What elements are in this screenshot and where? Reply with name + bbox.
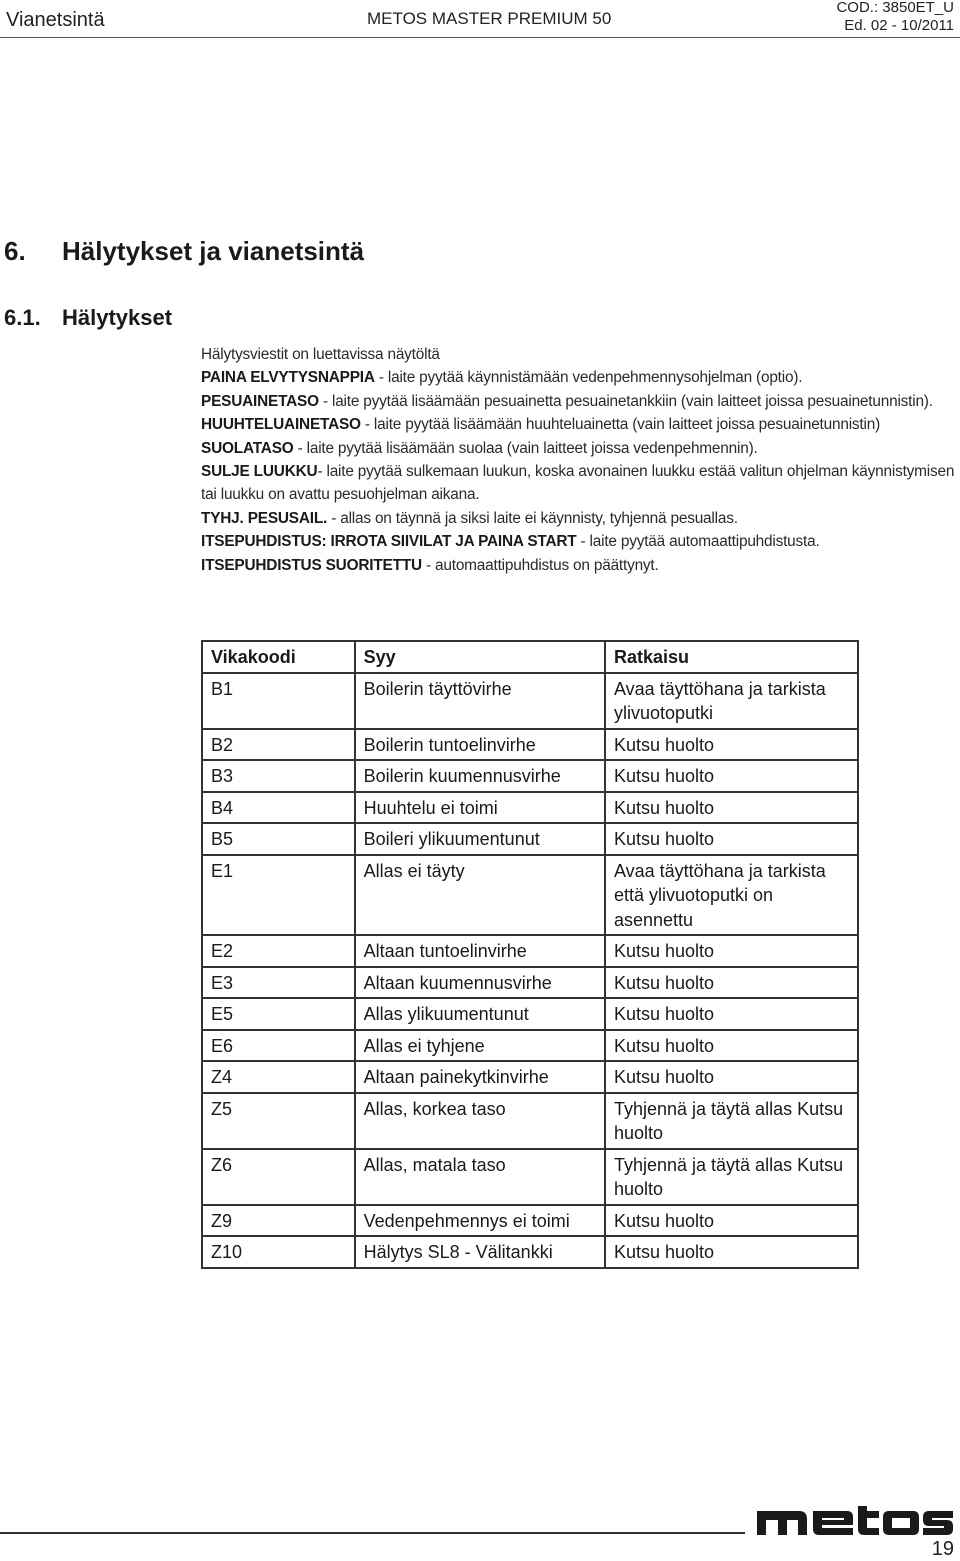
message-key: TYHJ. PESUSAIL. [201,509,328,527]
cell-solution: Kutsu huolto [605,792,858,824]
cell-cause: Allas, korkea taso [355,1093,605,1149]
header-product: METOS MASTER PREMIUM 50 [367,9,612,28]
cell-solution: Tyhjennä ja täytä allas Kutsu huolto [605,1149,858,1205]
header-section: Vianetsintä [6,9,105,31]
message-item [201,413,959,436]
cell-solution: Kutsu huolto [605,760,858,792]
cell-cause: Boileri ylikuumentunut [355,823,605,855]
table-row [202,792,858,824]
alarm-messages [201,343,959,577]
table-row [202,673,858,729]
cell-code: B5 [202,823,355,855]
table-row [202,823,858,855]
cell-code: E1 [202,855,355,936]
message-key: PESUAINETASO [201,392,319,410]
cell-solution: Kutsu huolto [605,729,858,761]
cell-code: Z5 [202,1093,355,1149]
message-key: ITSEPUHDISTUS SUORITETTU [201,556,422,574]
cell-code: E3 [202,967,355,999]
heading-2 [4,305,172,331]
header-code: Vikakoodi [202,641,355,673]
table-row [202,1061,858,1093]
message-key: HUUHTELUAINETASO [201,416,361,434]
message-text: - laite pyytää käynnistämään vedenpehmennysohjelman (optio). [374,369,803,387]
message-item [201,366,959,389]
cell-cause: Vedenpehmennys ei toimi [355,1205,605,1237]
heading-1 [4,236,364,267]
table-row [202,1149,858,1205]
table-row [202,729,858,761]
message-text: - allas on täynnä ja siksi laite ei käynnisty, tyhjennä pesuallas. [327,509,738,527]
table-row [202,1236,858,1268]
cell-cause: Altaan tuntoelinvirhe [355,935,605,967]
message-key: SUOLATASO [201,439,294,457]
table-row [202,855,858,936]
table-row [202,998,858,1030]
cell-solution: Kutsu huolto [605,1030,858,1062]
header-code: COD.: 3850ET_U [836,0,954,16]
header-cause: Syy [355,641,605,673]
message-item [201,460,959,507]
cell-solution: Avaa täyttöhana ja tarkista että ylivuotoputki on asennettu [605,855,858,936]
cell-code: Z6 [202,1149,355,1205]
cell-code: E5 [202,998,355,1030]
message-text: - laite pyytää automaattipuhdistusta. [576,533,820,551]
cell-solution: Kutsu huolto [605,998,858,1030]
message-text: - laite pyytää lisäämään suolaa (vain laitteet joissa vedenpehmennin). [293,439,758,457]
message-item [201,554,959,577]
message-item [201,390,959,413]
cell-code: B2 [202,729,355,761]
message-key: PAINA ELVYTYSNAPPIA [201,369,375,387]
cell-cause: Allas ei täyty [355,855,605,936]
message-text: - laite pyytää lisäämään huuhteluainetta (vain laitteet joissa pesuainetunnistin) [360,416,881,434]
cell-cause: Hälytys SL8 - Välitankki [355,1236,605,1268]
table-row [202,967,858,999]
cell-cause: Allas ei tyhjene [355,1030,605,1062]
table-row [202,935,858,967]
cell-cause: Boilerin kuumennusvirhe [355,760,605,792]
intro-text: Hälytysviestit on luettavissa näytöltä [201,346,440,363]
cell-cause: Altaan painekytkinvirhe [355,1061,605,1093]
cell-cause: Boilerin tuntoelinvirhe [355,729,605,761]
cell-code: B3 [202,760,355,792]
cell-cause: Boilerin täyttövirhe [355,673,605,729]
message-item [201,530,959,553]
message-item [201,507,959,530]
cell-solution: Kutsu huolto [605,1061,858,1093]
cell-solution: Kutsu huolto [605,967,858,999]
cell-cause: Altaan kuumennusvirhe [355,967,605,999]
message-item [201,437,959,460]
header-edition: Ed. 02 - 10/2011 [844,17,954,34]
cell-solution: Kutsu huolto [605,1236,858,1268]
message-key: SULJE LUUKKU [201,463,318,481]
heading-2-number: 6.1. [4,305,41,330]
heading-1-title: Hälytykset ja vianetsintä [62,236,365,266]
cell-cause: Allas, matala taso [355,1149,605,1205]
cell-solution: Avaa täyttöhana ja tarkista ylivuotoputki [605,673,858,729]
table-header-row [202,641,858,673]
cell-solution: Tyhjennä ja täytä allas Kutsu huolto [605,1093,858,1149]
cell-solution: Kutsu huolto [605,823,858,855]
cell-solution: Kutsu huolto [605,1205,858,1237]
cell-code: B1 [202,673,355,729]
heading-1-number: 6. [4,236,26,266]
cell-cause: Huuhtelu ei toimi [355,792,605,824]
heading-2-title: Hälytykset [62,305,173,330]
header-rule [0,37,960,38]
cell-cause: Allas ylikuumentunut [355,998,605,1030]
table-row [202,1093,858,1149]
header-solution: Ratkaisu [605,641,858,673]
message-text: - laite pyytää lisäämään pesuainetta pesuainetankkiin (vain laitteet joissa pesuainetunnistin). [318,392,933,410]
message-key: ITSEPUHDISTUS: IRROTA SIIVILAT JA PAINA START [201,533,577,551]
message-text: - automaattipuhdistus on päättynyt. [421,556,659,574]
message-text: - laite pyytää sulkemaan luukun, koska avonainen luukku estää valitun ohjelman käynnistymisen tai luukku on avattu pesuohjelman aikana. [201,463,955,504]
cell-code: Z9 [202,1205,355,1237]
cell-solution: Kutsu huolto [605,935,858,967]
table-row [202,1205,858,1237]
table-row [202,760,858,792]
table-row [202,1030,858,1062]
page-number: 19 [931,1538,954,1560]
page-header [0,0,960,40]
cell-code: Z4 [202,1061,355,1093]
cell-code: E2 [202,935,355,967]
footer-rule [0,1532,745,1534]
cell-code: B4 [202,792,355,824]
cell-code: Z10 [202,1236,355,1268]
metos-logo [755,1505,955,1537]
error-code-table [201,640,859,1269]
cell-code: E6 [202,1030,355,1062]
